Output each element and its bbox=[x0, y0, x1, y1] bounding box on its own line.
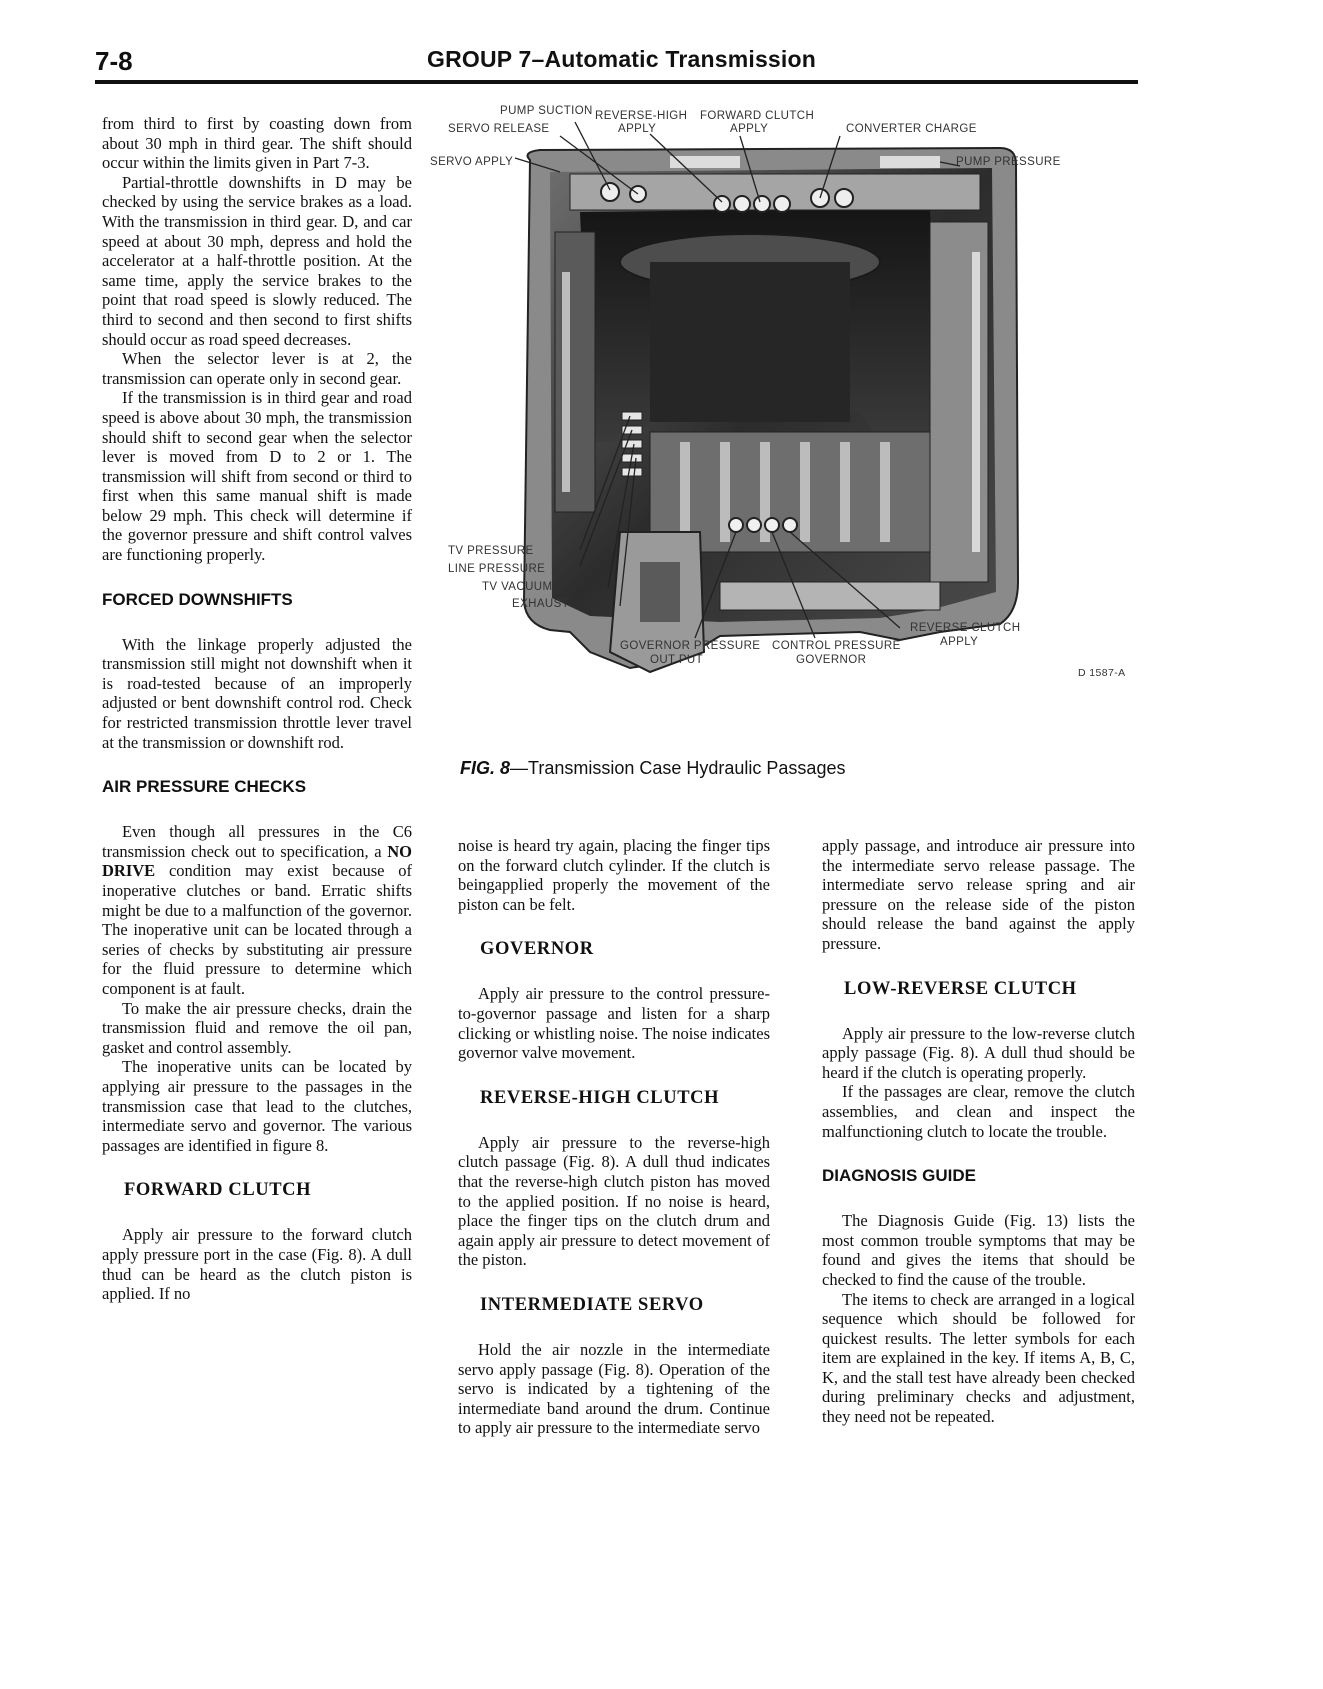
label-pump-suction: PUMP SUCTION bbox=[500, 105, 593, 117]
label-governor-pressure: GOVERNOR PRESSURE bbox=[620, 640, 761, 652]
section-heading-forward-clutch: FORWARD CLUTCH bbox=[124, 1180, 312, 1201]
label-reverse-clutch: REVERSE CLUTCH bbox=[910, 622, 1021, 634]
label-exhaust: EXHAUST bbox=[512, 598, 570, 610]
label-reverse-high: REVERSE-HIGH bbox=[595, 110, 688, 122]
section-heading-reverse-high-clutch: REVERSE-HIGH CLUTCH bbox=[480, 1087, 720, 1108]
text-column-right bbox=[822, 836, 1135, 1427]
paragraph: Even though all pressures in the C6 transmission check out to specification, a NO DRIVE condition may exist because of inoperative clutches or band. Erratic shifts might be due to a malfunction of the governor. The inoperative unit can be located through a series of checks by substituting air pressure for the fluid pressure to determine which component is at fault. bbox=[102, 822, 412, 998]
text-column-middle bbox=[458, 836, 770, 1438]
header-rule bbox=[95, 80, 1138, 84]
section-heading-air-pressure-checks: AIR PRESSURE CHECKS bbox=[102, 777, 307, 797]
paragraph: Apply air pressure to the reverse-high clutch passage (Fig. 8). A dull thud indicates that the reverse-high clutch piston has moved to the applied position. If no noise is heard, place the finger tips on the clutch drum and again apply air pressure to detect movement of the piston. bbox=[458, 1132, 770, 1270]
page-number: 7-8 bbox=[95, 46, 133, 76]
figure-caption bbox=[460, 758, 845, 779]
text-column-left bbox=[102, 114, 412, 1304]
paragraph: Partial-throttle downshifts in D may be checked by using the service brakes as a load. With the transmission in third gear. D, and car speed at about 30 mph, depress and hold the accelerator at a half-throttle position. At the same time, apply the service brakes to the point that road speed is slowly reduced. The third to second and then second to first shifts should occur as road speed decreases. bbox=[102, 172, 412, 349]
paragraph: The items to check are arranged in a logical sequence which should be followed for quickest results. The letter symbols for each item are explained in the key. If items A, B, C, K, and the stall test have already been checked during preliminary checks and adjustment, they need not be repeated. bbox=[822, 1289, 1135, 1427]
label-forward-clutch: FORWARD CLUTCH bbox=[700, 110, 815, 122]
paragraph: Hold the air nozzle in the intermediate servo apply passage (Fig. 8). Operation of the servo is indicated by a tightening of the intermediate band around the drum. Continue to apply air pressure to the intermediate servo bbox=[458, 1339, 770, 1438]
paragraph: If the passages are clear, remove the clutch assemblies, and clean and inspect the malfunctioning clutch to locate the trouble. bbox=[822, 1082, 1135, 1141]
section-heading-intermediate-servo: INTERMEDIATE SERVO bbox=[480, 1294, 704, 1315]
transmission-case-illustration bbox=[460, 112, 1140, 732]
section-heading-low-reverse-clutch: LOW-REVERSE CLUTCH bbox=[844, 978, 1077, 999]
paragraph: Apply air pressure to the control pressure-to-governor passage and listen for a sharp clicking or whistling noise. The noise indicates governor valve movement. bbox=[458, 984, 770, 1063]
figure-transmission-case bbox=[430, 105, 1140, 732]
label-tv-pressure: TV PRESSURE bbox=[448, 545, 534, 557]
figure-number: FIG. 8 bbox=[460, 758, 511, 778]
section-heading-governor: GOVERNOR bbox=[480, 939, 594, 960]
label-reverse-high-apply: APPLY bbox=[618, 123, 657, 135]
page-header bbox=[95, 44, 1135, 80]
label-governor-output: OUT PUT bbox=[650, 654, 704, 666]
paragraph: The inoperative units can be located by applying air pressure to the passages in the transmission case that lead to the clutches, intermediate servo and governor. The various passages are identified in figure 8. bbox=[102, 1057, 412, 1155]
section-heading-forced-downshifts: FORCED DOWNSHIFTS bbox=[102, 589, 293, 609]
paragraph: When the selector lever is at 2, the transmission can operate only in second gear. bbox=[102, 349, 412, 388]
label-servo-release: SERVO RELEASE bbox=[448, 123, 550, 135]
paragraph: noise is heard try again, placing the finger tips on the forward clutch cylinder. If the clutch is beingapplied properly the movement of the piston can be felt. bbox=[458, 836, 770, 914]
paragraph: from third to first by coasting down from about 30 mph in third gear. The shift should occur within the limits given in Part 7-3. bbox=[102, 114, 412, 173]
paragraph: apply passage, and introduce air pressure into the intermediate servo release passage. The intermediate servo release spring and air pressure on the release side of the piston should release the band against the apply pressure. bbox=[822, 836, 1135, 953]
no-drive-emphasis: NO DRIVE bbox=[102, 841, 412, 881]
label-pump-pressure: PUMP PRESSURE bbox=[956, 156, 1061, 168]
paragraph: Apply air pressure to the low-reverse clutch apply passage (Fig. 8). A dull thud should be heard if the clutch is operating properly. bbox=[822, 1023, 1135, 1082]
label-control-pressure: CONTROL PRESSURE bbox=[772, 640, 901, 652]
group-title: GROUP 7–Automatic Transmission bbox=[427, 46, 817, 72]
label-forward-clutch-apply: APPLY bbox=[730, 123, 769, 135]
label-tv-vacuum: TV VACUUM bbox=[482, 581, 553, 593]
section-heading-diagnosis-guide: DIAGNOSIS GUIDE bbox=[822, 1166, 976, 1186]
label-line-pressure: LINE PRESSURE bbox=[448, 563, 546, 575]
label-converter-charge: CONVERTER CHARGE bbox=[846, 123, 977, 135]
label-reverse-clutch-apply: APPLY bbox=[940, 636, 979, 648]
paragraph: Apply air pressure to the forward clutch apply pressure port in the case (Fig. 8). A dull thud can be heard as the clutch piston is applied. If no bbox=[102, 1225, 412, 1304]
figure-caption-text: —Transmission Case Hydraulic Passages bbox=[510, 758, 846, 778]
paragraph: If the transmission is in third gear and road speed is above about 30 mph, the transmission should shift to second gear when the selector lever is moved from D to 2 or 1. The transmission will shift from second or third to first when this same manual shift is made below 29 mph. This check will determine if the governor pressure and shift control valves are functioning properly. bbox=[102, 388, 412, 565]
paragraph: The Diagnosis Guide (Fig. 13) lists the most common trouble symptoms that may be found and gives the items that should be checked to find the cause of the trouble. bbox=[822, 1211, 1135, 1289]
label-control-governor: GOVERNOR bbox=[796, 654, 867, 666]
paragraph: With the linkage properly adjusted the transmission still might not downshift when it is road-tested because of an improperly adjusted or bent downshift control rod. Check for restricted transmission throttle lever travel at the transmission or downshift rod. bbox=[102, 634, 412, 752]
label-servo-apply: SERVO APPLY bbox=[430, 156, 514, 168]
paragraph: To make the air pressure checks, drain the transmission fluid and remove the oil pan, gasket and control assembly. bbox=[102, 998, 412, 1057]
figure-reference-code: D 1587-A bbox=[1078, 667, 1126, 679]
